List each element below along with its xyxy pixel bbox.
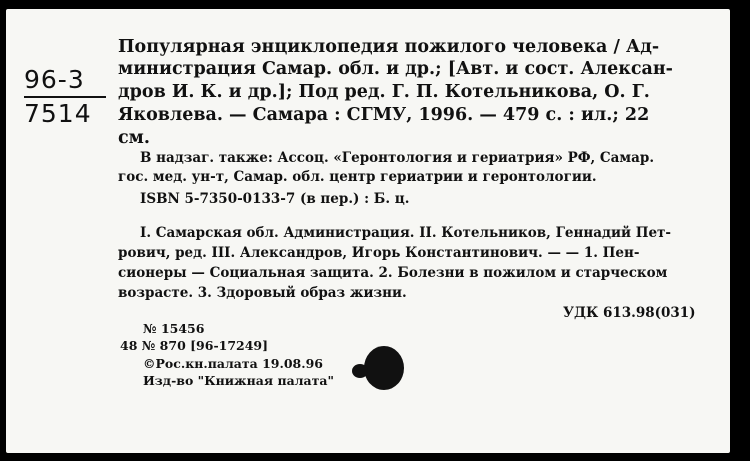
- handwritten-call-number-bottom: 7514: [24, 99, 92, 128]
- imprint-line: ©Рос.кн.палата 19.08.96: [143, 356, 323, 371]
- udk-code: УДК 613.98(031): [563, 305, 696, 321]
- imprint-line: 48 № 870 [96-17249]: [120, 338, 269, 353]
- heading-line: сионеры — Социальная защита. 2. Болезни в пожилом и старческом: [118, 265, 668, 281]
- handwritten-divider: [24, 96, 106, 98]
- note-line: В надзаг. также: Ассоц. «Геронтология и гериатрия» РФ, Самар.: [140, 150, 655, 166]
- ink-stamp-blot: [352, 364, 368, 378]
- isbn-line: ISBN 5-7350-0133-7 (в пер.) : Б. ц.: [140, 191, 410, 207]
- title-line: Популярная энциклопедия пожилого человека / Ад-: [118, 37, 660, 57]
- title-line: Яковлева. — Самара : СГМУ, 1996. — 479 с. : ил.; 22: [118, 105, 650, 125]
- ink-stamp-blot: [364, 346, 404, 390]
- catalog-card: [6, 9, 730, 453]
- imprint-line: № 15456: [143, 321, 205, 336]
- title-line: дров И. К. и др.]; Под ред. Г. П. Котельникова, О. Г.: [118, 82, 650, 102]
- note-line: гос. мед. ун-т, Самар. обл. центр гериатрии и геронтологии.: [118, 169, 597, 185]
- title-line: министрация Самар. обл. и др.; [Авт. и сост. Алексан-: [118, 59, 673, 79]
- handwritten-call-number-top: 96-3: [24, 65, 85, 94]
- title-line: см.: [118, 128, 150, 148]
- imprint-line: Изд-во "Книжная палата": [143, 373, 334, 388]
- heading-line: I. Самарская обл. Администрация. II. Котельников, Геннадий Пет-: [140, 225, 672, 241]
- heading-line: рович, ред. III. Александров, Игорь Константинович. — — 1. Пен-: [118, 245, 640, 261]
- heading-line: возрасте. 3. Здоровый образ жизни.: [118, 285, 407, 301]
